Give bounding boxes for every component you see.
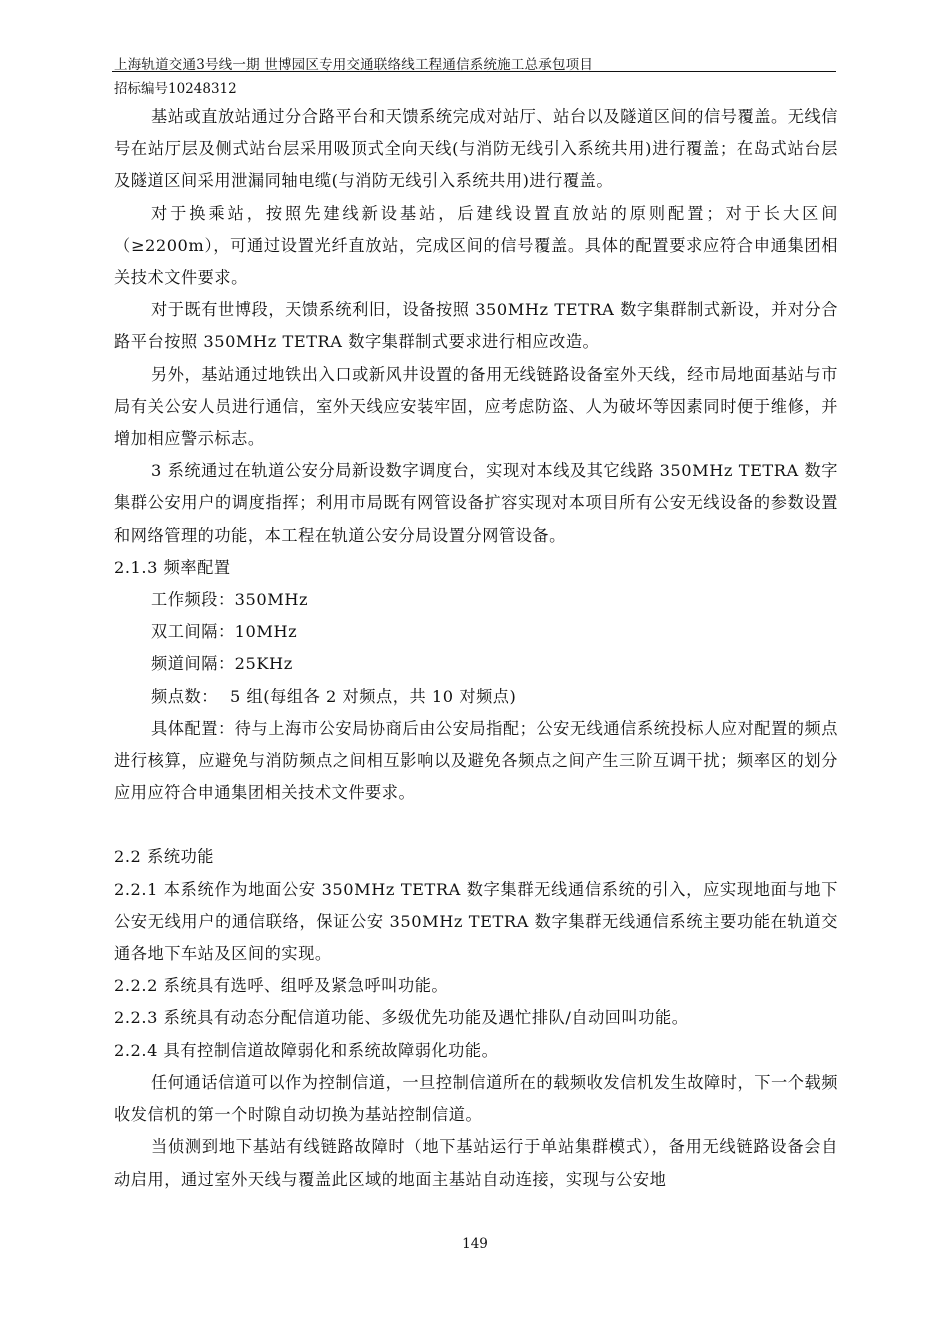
blank-line [114,809,838,841]
frequency-item: 双工间隔：10MHz [151,622,298,642]
paragraph-transfer-station: 对于换乘站，按照先建线新设基站，后建线设置直放站的原则配置；对于长大区间（≥2200m），可通过设置光纤直放站，完成区间的信号覆盖。具体的配置要求应符合申通集团相关技术文件要求。 [114,203,838,288]
paragraph-control-channel: 任何通话信道可以作为控制信道，一旦控制信道所在的载频收发信机发生故障时，下一个载频收发信机的第一个时隙自动切换为基站控制信道。 [114,1072,838,1125]
paragraph-frequency-config: 具体配置：待与上海市公安局协商后由公安局指配；公安无线通信系统投标人应对配置的频点进行核算，应避免与消防频点之间相互影响以及避免各频点之间产生三阶互调干扰；频率区的划分应用应符合申通集团相关技术文件要求。 [114,718,838,803]
header-rule [112,71,836,72]
frequency-points [114,681,838,713]
function-item: 2.2.2 系统具有选呼、组呼及紧急呼叫功能。 [114,976,449,996]
section-heading-functions: 2.2 系统功能 [114,847,215,867]
paragraph-backup-link: 另外，基站通过地铁出入口或新风井设置的备用无线链路设备室外天线，经市局地面基站与市局有关公安人员进行通信，室外天线应安装牢固，应考虑防盗、人为破坏等因素同时便于维修，并增加相应警示标志。 [114,364,838,449]
paragraph-expo-section: 对于既有世博段，天馈系统利旧，设备按照 350MHz TETRA 数字集群制式新设，并对分合路平台按照 350MHz TETRA 数字集群制式要求进行相应改造。 [114,300,838,352]
function-item: 2.2.1 本系统作为地面公安 350MHz TETRA 数字集群无线通信系统的引入，应实现地面与地下公安无线用户的通信联络，保证公安 350MHz TETRA 数字集群无线通信系统主要功能在轨道交通各地下车站及区间的实现。 [114,879,838,964]
function-item: 2.2.3 系统具有动态分配信道功能、多级优先功能及遇忙排队/自动回叫功能。 [114,1008,689,1028]
function-item: 2.2.4 具有控制信道故障弱化和系统故障弱化功能。 [114,1040,499,1060]
frequency-item: 频道间隔：25KHz [151,654,293,674]
frequency-item: 工作频段：350MHz [151,590,309,610]
page-number: 149 [462,1236,488,1252]
bid-number: 招标编号10248312 [114,81,237,97]
paragraph-link-failure: 当侦测到地下基站有线链路故障时（地下基站运行于单站集群模式），备用无线链路设备会自动启用，通过室外天线与覆盖此区域的地面主基站自动连接，实现与公安地 [114,1137,838,1189]
frequency-points-value: 5 组(每组各 2 对频点，共 10 对频点) [229,686,517,706]
paragraph-dispatch: 3 系统通过在轨道公安分局新设数字调度台，实现对本线及其它线路 350MHz TETRA 数字集群公安用户的调度指挥；利用市局既有网管设备扩容实现对本项目所有公安无线设备的参数设置和网络管理的功能，本工程在轨道公安分局设置分网管设备。 [114,461,838,545]
running-header-title: 上海轨道交通3号线一期 世博园区专用交通联络线工程通信系统施工总承包项目 [114,57,594,73]
frequency-points-label: 频点数： [151,686,218,706]
document-body [114,101,838,1196]
paragraph-coverage: 基站或直放站通过分合路平台和天馈系统完成对站厅、站台以及隧道区间的信号覆盖。无线信号在站厅层及侧式站台层采用吸顶式全向天线(与消防无线引入系统共用)进行覆盖；在岛式站台层及隧道区间采用泄漏同轴电缆(与消防无线引入系统共用)进行覆盖。 [114,107,838,191]
section-heading-frequency: 2.1.3 频率配置 [114,557,231,577]
